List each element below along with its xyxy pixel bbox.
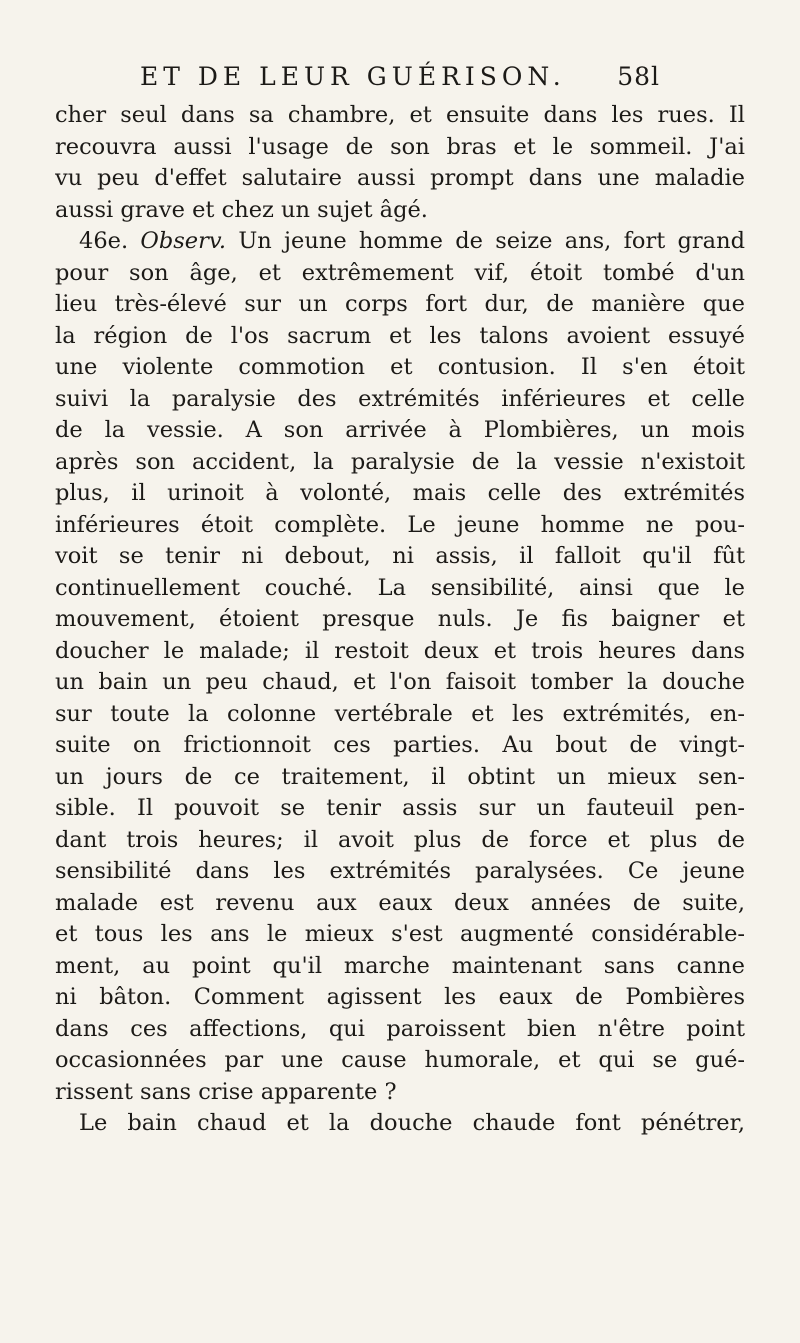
text-line: cher seul dans sa chambre, et ensuite dans les rues. Il (55, 102, 745, 128)
text-line: suivi la paralysie des extrémités inférieures et celle (55, 385, 745, 412)
text-line: inférieures étoit complète. Le jeune homme ne pou- (55, 511, 745, 538)
text-line: la région de l'os sacrum et les talons avoient essuyé (55, 322, 745, 349)
text-line: un bain un peu chaud, et l'on faisoit tomber la douche (55, 669, 745, 695)
text-line: aussi grave et chez un sujet âgé. (55, 196, 428, 223)
text-line: dant trois heures; il avoit plus de force et plus de (55, 826, 745, 853)
observation-label: Observ. (140, 228, 227, 254)
text-line: voit se tenir ni debout, ni assis, il falloit qu'il fût (55, 543, 745, 569)
page-number: 58l (617, 62, 660, 91)
text-line: une violente commotion et contusion. Il s'en étoit (55, 354, 745, 380)
observation-number: 46e. (79, 228, 129, 254)
text-line: mouvement, étoient presque nuls. Je fis baigner et (55, 606, 745, 632)
text-line: un jours de ce traitement, il obtint un mieux sen- (55, 763, 745, 790)
text-line: ment, au point qu'il marche maintenant sans canne (55, 952, 745, 979)
text-line: dans ces affections, qui paroissent bien n'être point (55, 1015, 745, 1042)
body-text (55, 100, 745, 1140)
text-line: suite on frictionnoit ces parties. Au bout de vingt- (55, 732, 745, 758)
text-line: rissent sans crise apparente ? (55, 1078, 397, 1105)
text-line: continuellement couché. La sensibilité, ainsi que le (55, 574, 745, 601)
text-line: plus, il urinoit à volonté, mais celle des extrémités (55, 480, 745, 506)
text-line: doucher le malade; il restoit deux et trois heures dans (55, 637, 745, 664)
running-head-title: ET DE LEUR GUÉRISON. (140, 62, 566, 91)
observation-first-line: Un jeune homme de seize ans, fort grand (226, 228, 745, 254)
text-line: après son accident, la paralysie de la vessie n'existoit (55, 448, 745, 475)
running-head (140, 62, 660, 96)
text-line: sible. Il pouvoit se tenir assis sur un fauteuil pen- (55, 795, 745, 821)
catchline: Le bain chaud et la douche chaude font pénétrer, (79, 1110, 745, 1136)
text-line: et tous les ans le mieux s'est augmenté considérable- (55, 921, 745, 947)
text-line: sensibilité dans les extrémités paralysées. Ce jeune (55, 858, 745, 884)
text-line: sur toute la colonne vertébrale et les extrémités, en- (55, 700, 745, 727)
text-line: de la vessie. A son arrivée à Plombières, un mois (55, 417, 745, 443)
text-line: malade est revenu aux eaux deux années de suite, (55, 889, 745, 916)
text-line: ni bâton. Comment agissent les eaux de Pombières (55, 984, 745, 1010)
text-line: vu peu d'effet salutaire aussi prompt dans une maladie (55, 165, 745, 191)
observation-heading-line (55, 226, 745, 258)
text-line: recouvra aussi l'usage de son bras et le sommeil. J'ai (55, 133, 745, 160)
text-line: lieu très-élevé sur un corps fort dur, de manière que (55, 291, 745, 317)
text-line: pour son âge, et extrêmement vif, étoit tombé d'un (55, 259, 745, 286)
text-line: occasionnées par une cause humorale, et qui se gué- (55, 1047, 745, 1073)
